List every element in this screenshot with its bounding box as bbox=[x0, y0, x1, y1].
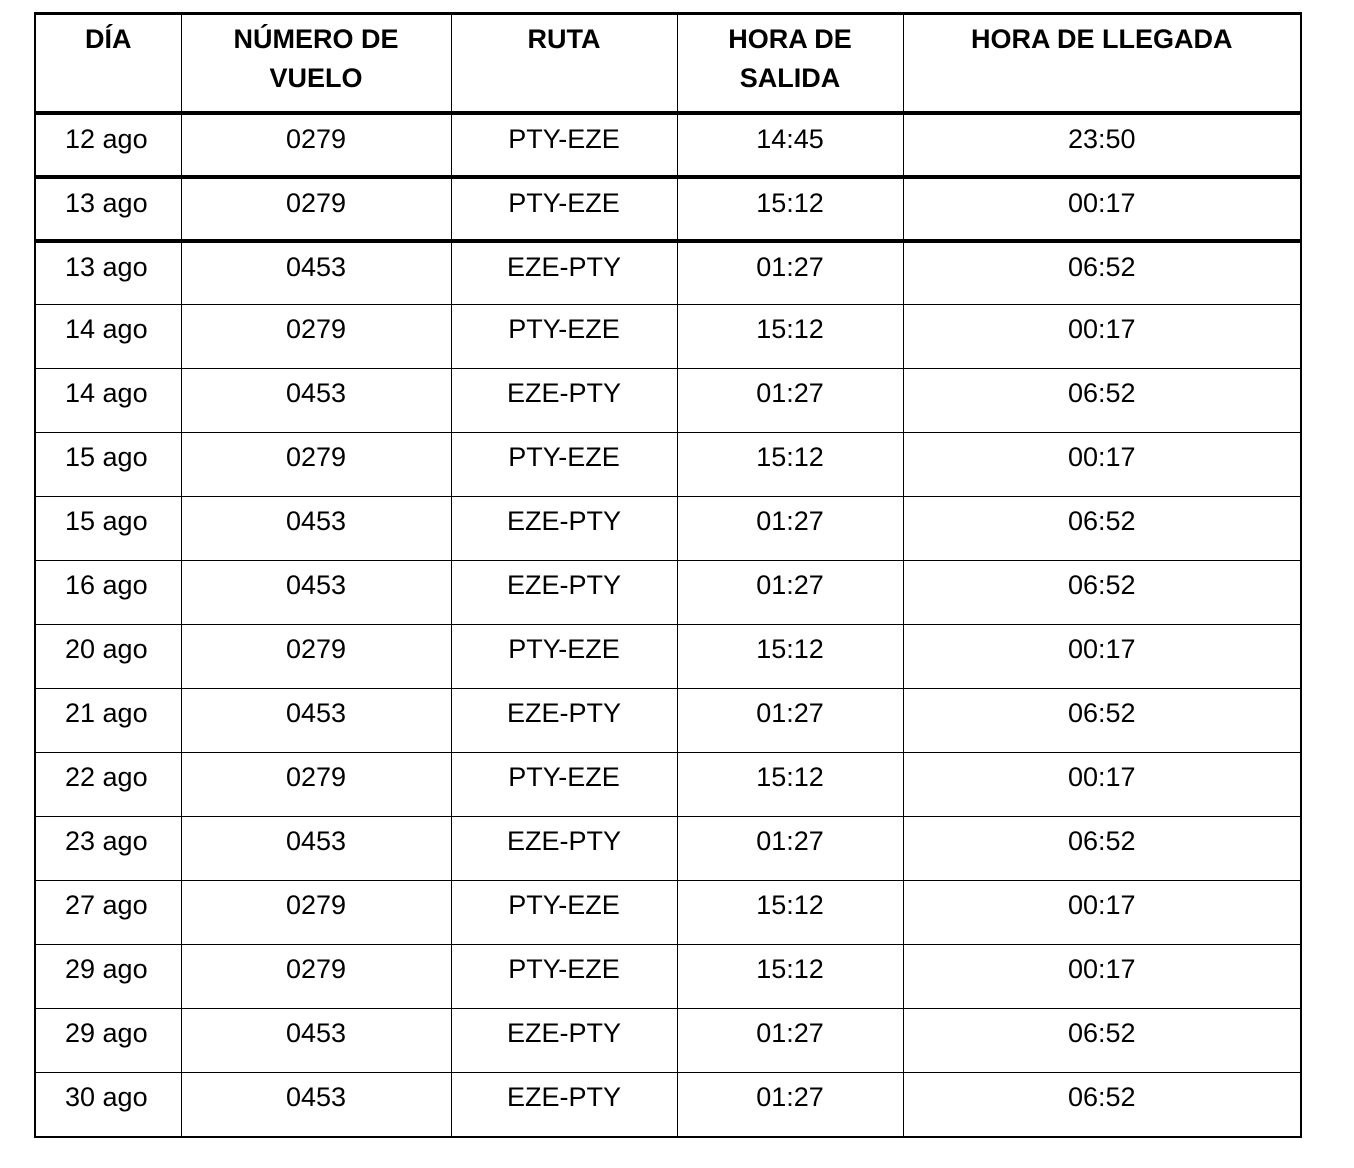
cell-numero-de-vuelo: 0279 bbox=[181, 433, 451, 497]
cell-numero-de-vuelo: 0453 bbox=[181, 1009, 451, 1073]
header-salida-line-1: HORA DE bbox=[728, 24, 852, 54]
cell-hora-de-llegada: 06:52 bbox=[903, 689, 1301, 753]
cell-numero-de-vuelo: 0453 bbox=[181, 241, 451, 305]
cell-hora-de-salida: 15:12 bbox=[677, 753, 903, 817]
cell-hora-de-salida: 01:27 bbox=[677, 369, 903, 433]
table-row bbox=[35, 497, 1301, 561]
cell-numero-de-vuelo: 0453 bbox=[181, 817, 451, 881]
cell-dia: 16 ago bbox=[35, 561, 181, 625]
table-row bbox=[35, 817, 1301, 881]
cell-hora-de-salida: 15:12 bbox=[677, 945, 903, 1009]
cell-hora-de-llegada: 06:52 bbox=[903, 497, 1301, 561]
cell-hora-de-llegada: 06:52 bbox=[903, 1073, 1301, 1137]
cell-ruta: PTY-EZE bbox=[451, 305, 677, 369]
cell-hora-de-salida: 14:45 bbox=[677, 113, 903, 177]
cell-numero-de-vuelo: 0279 bbox=[181, 177, 451, 241]
cell-ruta: PTY-EZE bbox=[451, 433, 677, 497]
cell-hora-de-llegada: 00:17 bbox=[903, 625, 1301, 689]
cell-numero-de-vuelo: 0453 bbox=[181, 369, 451, 433]
cell-ruta: EZE-PTY bbox=[451, 1073, 677, 1137]
cell-dia: 13 ago bbox=[35, 241, 181, 305]
cell-dia: 12 ago bbox=[35, 113, 181, 177]
header-numero-de-vuelo bbox=[181, 14, 451, 113]
cell-dia: 13 ago bbox=[35, 177, 181, 241]
cell-dia: 14 ago bbox=[35, 369, 181, 433]
cell-hora-de-llegada: 06:52 bbox=[903, 241, 1301, 305]
cell-dia: 15 ago bbox=[35, 433, 181, 497]
cell-numero-de-vuelo: 0279 bbox=[181, 945, 451, 1009]
cell-ruta: EZE-PTY bbox=[451, 1009, 677, 1073]
header-numero-line-1: NÚMERO DE bbox=[233, 24, 399, 54]
header-numero-line-2: VUELO bbox=[269, 63, 363, 93]
cell-numero-de-vuelo: 0279 bbox=[181, 305, 451, 369]
cell-dia: 29 ago bbox=[35, 1009, 181, 1073]
cell-hora-de-salida: 15:12 bbox=[677, 433, 903, 497]
cell-hora-de-llegada: 06:52 bbox=[903, 817, 1301, 881]
header-salida-line-2: SALIDA bbox=[739, 63, 841, 93]
header-hora-de-salida bbox=[677, 14, 903, 113]
table-row bbox=[35, 241, 1301, 305]
cell-dia: 14 ago bbox=[35, 305, 181, 369]
cell-hora-de-salida: 15:12 bbox=[677, 177, 903, 241]
cell-dia: 29 ago bbox=[35, 945, 181, 1009]
cell-ruta: PTY-EZE bbox=[451, 113, 677, 177]
cell-ruta: EZE-PTY bbox=[451, 561, 677, 625]
cell-numero-de-vuelo: 0453 bbox=[181, 561, 451, 625]
cell-ruta: PTY-EZE bbox=[451, 625, 677, 689]
cell-ruta: EZE-PTY bbox=[451, 241, 677, 305]
table-row bbox=[35, 689, 1301, 753]
table-row bbox=[35, 369, 1301, 433]
cell-ruta: PTY-EZE bbox=[451, 945, 677, 1009]
table-row bbox=[35, 945, 1301, 1009]
cell-hora-de-llegada: 06:52 bbox=[903, 561, 1301, 625]
table-row bbox=[35, 1009, 1301, 1073]
table-row bbox=[35, 753, 1301, 817]
cell-numero-de-vuelo: 0453 bbox=[181, 689, 451, 753]
table-body bbox=[35, 113, 1301, 1137]
cell-hora-de-salida: 01:27 bbox=[677, 497, 903, 561]
cell-hora-de-salida: 01:27 bbox=[677, 1009, 903, 1073]
flight-schedule-table bbox=[34, 12, 1302, 1138]
cell-hora-de-llegada: 06:52 bbox=[903, 1009, 1301, 1073]
cell-ruta: PTY-EZE bbox=[451, 753, 677, 817]
cell-hora-de-llegada: 06:52 bbox=[903, 369, 1301, 433]
cell-ruta: EZE-PTY bbox=[451, 817, 677, 881]
table-row bbox=[35, 881, 1301, 945]
cell-dia: 20 ago bbox=[35, 625, 181, 689]
cell-ruta: PTY-EZE bbox=[451, 881, 677, 945]
cell-numero-de-vuelo: 0279 bbox=[181, 625, 451, 689]
header-dia bbox=[35, 14, 181, 113]
cell-hora-de-salida: 01:27 bbox=[677, 817, 903, 881]
table-row bbox=[35, 305, 1301, 369]
cell-dia: 23 ago bbox=[35, 817, 181, 881]
table-row bbox=[35, 1073, 1301, 1137]
header-llegada-line: HORA DE LLEGADA bbox=[971, 24, 1233, 54]
cell-hora-de-salida: 15:12 bbox=[677, 305, 903, 369]
header-row bbox=[35, 14, 1301, 113]
cell-dia: 21 ago bbox=[35, 689, 181, 753]
cell-ruta: EZE-PTY bbox=[451, 369, 677, 433]
header-ruta-line: RUTA bbox=[527, 24, 601, 54]
header-ruta bbox=[451, 14, 677, 113]
table-row bbox=[35, 177, 1301, 241]
cell-dia: 27 ago bbox=[35, 881, 181, 945]
cell-ruta: PTY-EZE bbox=[451, 177, 677, 241]
cell-ruta: EZE-PTY bbox=[451, 497, 677, 561]
cell-hora-de-llegada: 00:17 bbox=[903, 881, 1301, 945]
table-row bbox=[35, 433, 1301, 497]
cell-numero-de-vuelo: 0453 bbox=[181, 497, 451, 561]
cell-numero-de-vuelo: 0279 bbox=[181, 113, 451, 177]
cell-hora-de-llegada: 00:17 bbox=[903, 305, 1301, 369]
table-row bbox=[35, 113, 1301, 177]
cell-hora-de-salida: 01:27 bbox=[677, 689, 903, 753]
table-header bbox=[35, 14, 1301, 113]
header-hora-de-llegada bbox=[903, 14, 1301, 113]
cell-hora-de-salida: 01:27 bbox=[677, 561, 903, 625]
cell-dia: 22 ago bbox=[35, 753, 181, 817]
cell-hora-de-salida: 15:12 bbox=[677, 625, 903, 689]
cell-hora-de-llegada: 00:17 bbox=[903, 177, 1301, 241]
cell-hora-de-llegada: 00:17 bbox=[903, 433, 1301, 497]
cell-numero-de-vuelo: 0279 bbox=[181, 881, 451, 945]
cell-hora-de-llegada: 00:17 bbox=[903, 945, 1301, 1009]
cell-dia: 30 ago bbox=[35, 1073, 181, 1137]
cell-hora-de-llegada: 00:17 bbox=[903, 753, 1301, 817]
cell-numero-de-vuelo: 0453 bbox=[181, 1073, 451, 1137]
cell-ruta: EZE-PTY bbox=[451, 689, 677, 753]
table-row bbox=[35, 561, 1301, 625]
cell-dia: 15 ago bbox=[35, 497, 181, 561]
cell-hora-de-llegada: 23:50 bbox=[903, 113, 1301, 177]
cell-hora-de-salida: 01:27 bbox=[677, 1073, 903, 1137]
cell-hora-de-salida: 15:12 bbox=[677, 881, 903, 945]
header-dia-line: DÍA bbox=[85, 24, 132, 54]
table-row bbox=[35, 625, 1301, 689]
cell-numero-de-vuelo: 0279 bbox=[181, 753, 451, 817]
cell-hora-de-salida: 01:27 bbox=[677, 241, 903, 305]
